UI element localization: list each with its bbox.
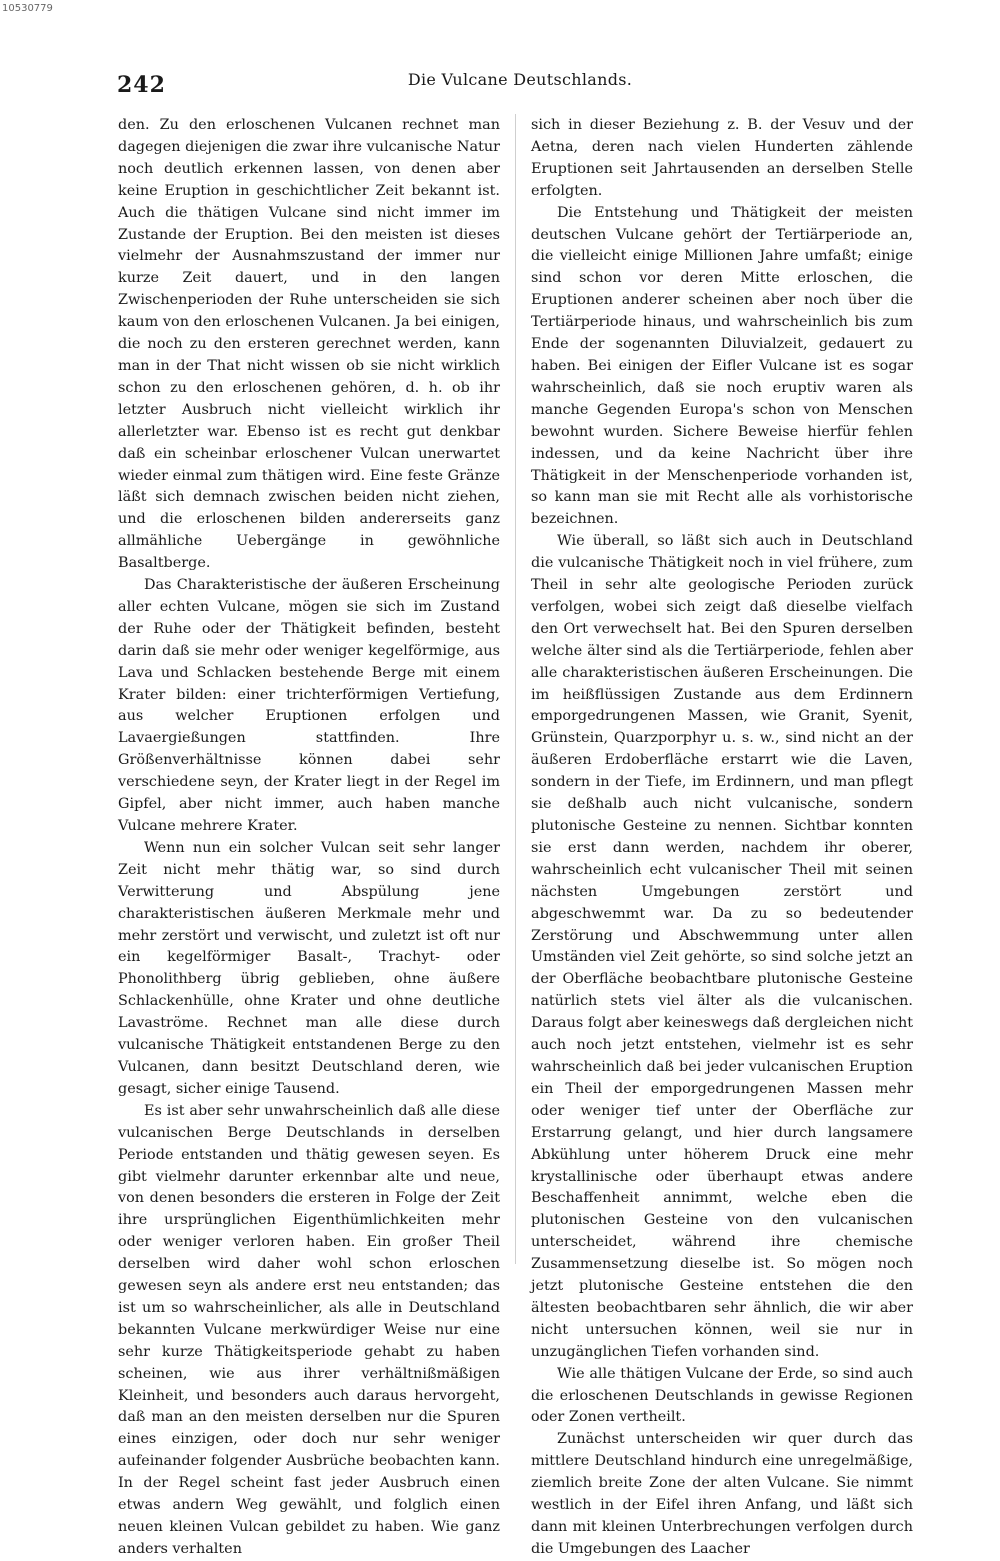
paragraph: den. Zu den erloschenen Vulcanen rechnet man dagegen diejenigen die zwar ihre vulcanische Natur noch deutlich erkennen lassen, von denen aber keine Eruption in geschichtlicher Zeit bekannt ist. Auch die thätigen Vulcane sind nicht immer im Zustande der Eruption. Bei den meisten ist dieses vielmehr der Ausnahmszustand der immer nur kurze Zeit dauert, und in den langen Zwischenperioden der Ruhe unterscheiden sie sich kaum von den erloschenen Vulcanen. Ja bei einigen, die noch zu den ersteren gerechnet werden, kann man in der That nicht wissen ob sie nicht wirklich schon zu den erloschenen gehören, d. h. ob ihr letzter Ausbruch nicht vielleicht wirklich ihr allerletzter war. Ebenso ist es recht gut denkbar daß ein scheinbar erloschener Vulcan unerwartet wieder einmal zum thätigen wird. Eine feste Gränze läßt sich demnach zwischen beiden nicht ziehen, und die erloschenen bilden andererseits ganz allmähliche Uebergänge in gewöhnliche Basaltberge. [118,117,500,572]
running-head: Die Vulcane Deutschlands. [407,70,633,89]
paragraph: Wie überall, so läßt sich auch in Deutschland die vulcanische Thätigkeit noch in viel frühere, zum Theil in sehr alte geologische Perioden zurück verfolgen, wobei sich zeigt daß dieselbe vielfach den Ort verwechselt hat. Bei den Spuren derselben welche älter sind als die Tertiärperiode, fehlen aber alle charakteristischen äußeren Erscheinungen. Die im heißflüssigen Zustande aus dem Erdinnern emporgedrungenen Massen, wie Granit, Syenit, Grünstein, Quarzporphyr u. s. w., sind nicht an der äußeren Erdoberfläche erstarrt wie die Laven, sondern in der Tiefe, im Erdinnern, und man pflegt sie deßhalb auch nicht vulcanische, sondern plutonische Gesteine zu nennen. Sichtbar konnten sie erst dann werden, nachdem ihr oberer, wahrscheinlich echt vulcanischer Theil mit seinen nächsten Umgebungen zerstört und abgeschwemmt war. Da zu so bedeutender Zerstörung und Abschwemmung unter allen Umständen viel Zeit gehörte, so sind solche jetzt an der Oberfläche beobachtbare plutonische Gesteine natürlich stets viel älter als die vulcanischen. Daraus folgt aber keineswegs daß dergleichen nicht auch noch jetzt entstehen, vielmehr ist es sehr wahrscheinlich daß bei jeder vulcanischen Eruption ein Theil der emporgedrungenen Massen mehr oder weniger tief unter der Oberfläche zur Erstarrung gelangt, und hier durch langsamere Abkühlung unter höherem Druck eine mehr krystallinische oder überhaupt etwas andere Beschaffenheit annimmt, welche eben die plutonischen Gesteine von den vulcanischen unterscheidet, während ihre chemische Zusammensetzung dieselbe ist. So mögen noch jetzt plutonische Gesteine entstehen die den ältesten beobachtbaren sehr ähnlich, die wir aber nicht untersuchen können, weil sie nur in unzugänglichen Tiefen vorhanden sind. [531,533,913,1360]
right-column [531,115,913,1561]
left-column [118,115,500,1561]
paragraph: Es ist aber sehr unwahrscheinlich daß alle diese vulcanischen Berge Deutschlands in derselben Periode entstanden und thätig gewesen seyen. Es gibt vielmehr darunter erkennbar alte und neue, von denen besonders die ersteren in Folge der Zeit ihre ursprünglichen Eigenthümlichkeiten mehr oder weniger verloren haben. Ein großer Theil derselben wird daher wohl schon erloschen gewesen seyn als andere erst neu entstanden; das ist um so wahrscheinlicher, als alle in Deutschland bekannten Vulcane merkwürdiger Weise nur eine sehr kurze Thätigkeitsperiode gehabt zu haben scheinen, wie aus ihrer verhältnißmäßigen Kleinheit, und besonders auch daraus hervorgeht, daß man an den meisten derselben nur die Spuren eines einzigen, oder doch nur sehr weniger aufeinander folgender Ausbrüche beobachten kann. In der Regel scheint fast jeder Ausbruch einen etwas andern Weg gewählt, und folglich einen neuen kleinen Vulcan gebildet zu haben. Wie ganz anders verhalten [118,1102,500,1557]
paragraph: Wie alle thätigen Vulcane der Erde, so sind auch die erloschenen Deutschlands in gewisse Regionen oder Zonen vertheilt. [531,1365,913,1426]
page-number: 242 [117,72,166,98]
paragraph: Zunächst unterscheiden wir quer durch das mittlere Deutschland hindurch eine unregelmäßige, ziemlich breite Zone der alten Vulcane. Sie nimmt westlich in der Eifel ihren Anfang, und läßt sich dann mit kleinen Unterbrechungen verfolgen durch die Umgebungen des Laacher [531,1431,913,1557]
paragraph: Die Entstehung und Thätigkeit der meisten deutschen Vulcane gehört der Tertiärperiode an, die vielleicht einige Millionen Jahre umfaßt; einige sind schon vor deren Mitte erloschen, die Eruptionen anderer scheinen aber noch über die Tertiärperiode hinaus, und wahrscheinlich bis zum Ende der sogenannten Diluvialzeit, gedauert zu haben. Bei einigen der Eifler Vulcane ist es sogar wahrscheinlich, daß sie noch eruptiv waren als manche Gegenden Europa's schon von Menschen bewohnt wurden. Sichere Beweise hierfür fehlen indessen, und da keine Nachricht über ihre Thätigkeit in der Menschenperiode vorhanden ist, so kann man sie mit Recht alle als vorhistorische bezeichnen. [531,204,913,528]
scan-id: 10530779 [2,3,53,14]
column-divider [515,114,516,1264]
paragraph: sich in dieser Beziehung z. B. der Vesuv und der Aetna, deren nach vielen Hunderten zählende Eruptionen seit Jahrtausenden an derselben Stelle erfolgten. [531,117,913,199]
paragraph: Das Charakteristische der äußeren Erscheinung aller echten Vulcane, mögen sie sich im Zustand der Ruhe oder der Thätigkeit befinden, besteht darin daß sie mehr oder weniger kegelförmige, aus Lava und Schlacken bestehende Berge mit einem Krater bilden: einer trichterförmigen Vertiefung, aus welcher Eruptionen erfolgen und Lavaergießungen stattfinden. Ihre Größenverhältnisse können dabei sehr verschiedene seyn, der Krater liegt in der Regel im Gipfel, aber nicht immer, auch haben manche Vulcane mehrere Krater. [118,577,500,834]
paragraph: Wenn nun ein solcher Vulcan seit sehr langer Zeit nicht mehr thätig war, so sind durch Verwitterung und Abspülung jene charakteristischen äußeren Merkmale mehr und mehr zerstört und verwischt, und zuletzt ist oft nur ein kegelförmiger Basalt-, Trachyt- oder Phonolithberg übrig geblieben, ohne äußere Schlackenhülle, ohne Krater und ohne deutliche Lavaströme. Rechnet man alle diese durch vulcanische Thätigkeit entstandenen Berge zu den Vulcanen, dann besitzt Deutschland deren, wie gesagt, sicher einige Tausend. [118,839,500,1097]
